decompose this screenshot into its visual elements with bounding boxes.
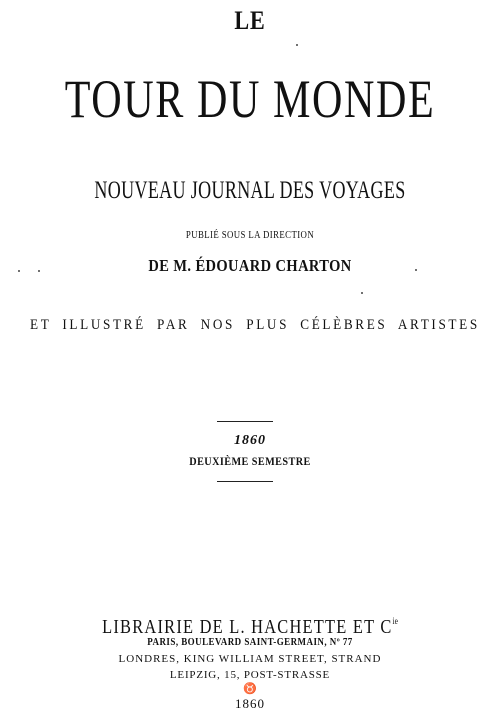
direction-note: PUBLIÉ SOUS LA DIRECTION — [185, 229, 315, 241]
title-article: LE — [234, 6, 266, 35]
print-speck — [415, 269, 417, 271]
subtitle: NOUVEAU JOURNAL DES VOYAGES — [94, 177, 406, 204]
director-name: DE M. ÉDOUARD CHARTON — [148, 256, 352, 275]
fleuron-ornament-icon: ♉ — [243, 683, 257, 695]
london-address: LONDRES, KING WILLIAM STREET, STRAND — [118, 653, 382, 665]
publisher-name: LIBRAIRIE DE L. HACHETTE ET C — [102, 616, 393, 638]
print-speck — [361, 292, 363, 294]
illustration-note: ET ILLUSTRÉ PAR NOS PLUS CÉLÈBRES ARTISTES — [30, 317, 480, 333]
publisher-superscript: ie — [392, 616, 398, 626]
print-speck — [38, 270, 40, 272]
paris-address: PARIS, BOULEVARD SAINT-GERMAIN, Nº 77 — [147, 637, 353, 648]
publisher-line — [45, 617, 455, 637]
divider-rule-top — [217, 421, 273, 422]
leipzig-address: LEIPZIG, 15, POST-STRASSE — [169, 669, 331, 681]
divider-rule-bottom — [217, 481, 273, 482]
edition-year: 1860 — [234, 433, 266, 448]
main-title: TOUR DU MONDE — [64, 69, 436, 129]
imprint-year: 1860 — [235, 696, 265, 711]
print-speck — [296, 44, 298, 46]
semester-label: DEUXIÈME SEMESTRE — [189, 454, 311, 468]
print-speck — [18, 270, 20, 272]
